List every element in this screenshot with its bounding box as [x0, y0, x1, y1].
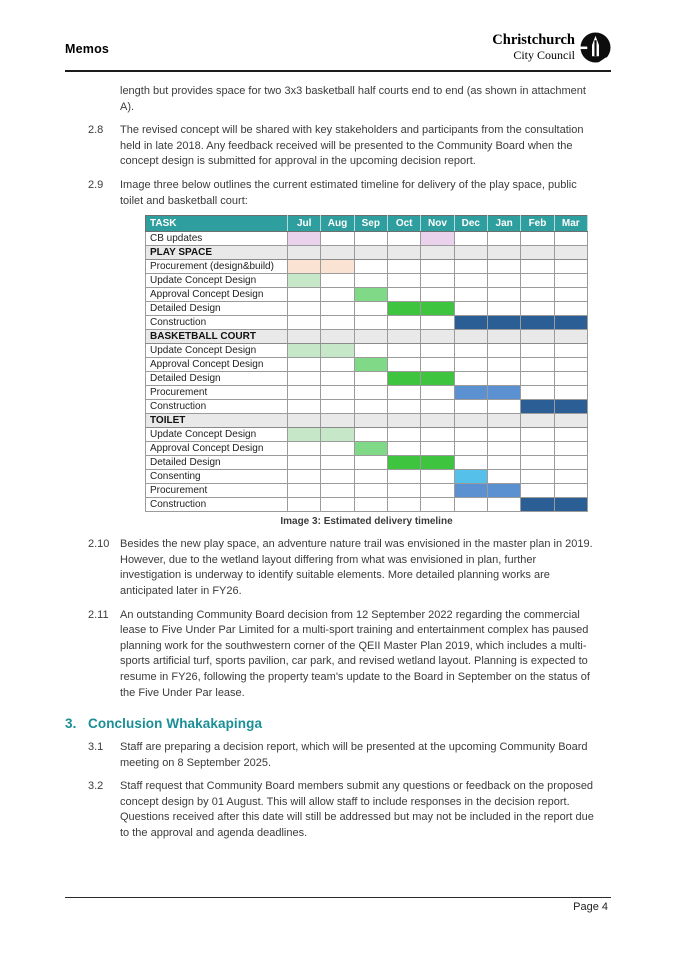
gantt-cell: [487, 442, 520, 456]
task-column-header: TASK: [146, 216, 288, 232]
task-label: Update Concept Design: [146, 274, 288, 288]
task-label: Update Concept Design: [146, 344, 288, 358]
gantt-cell: [454, 316, 487, 330]
gantt-cell: [387, 386, 420, 400]
gantt-cell: [521, 372, 554, 386]
image-caption: Image 3: Estimated delivery timeline: [280, 516, 453, 528]
gantt-cell: [554, 274, 587, 288]
page-content: [65, 84, 608, 850]
timeline-task-row: [146, 372, 588, 386]
page-header: [65, 32, 611, 63]
gantt-cell: [454, 386, 487, 400]
gantt-cell: [421, 470, 454, 484]
paragraph-text: Staff are preparing a decision report, which will be presented at the upcoming Community Board meeting on 8 September 2025.: [120, 741, 588, 769]
gantt-cell: [421, 316, 454, 330]
task-label: Procurement: [146, 386, 288, 400]
gantt-cell: [521, 316, 554, 330]
gantt-cell: [454, 428, 487, 442]
gantt-cell: [354, 372, 387, 386]
gantt-cell: [387, 260, 420, 274]
paragraph-2-11: [88, 608, 608, 702]
gantt-cell: [487, 302, 520, 316]
timeline-task-row: [146, 316, 588, 330]
task-label: Construction: [146, 498, 288, 512]
task-label: TOILET: [146, 414, 288, 428]
gantt-cell: [487, 484, 520, 498]
gantt-cell: [354, 302, 387, 316]
gantt-cell: [321, 232, 354, 246]
council-logo-line2: City Council: [513, 47, 575, 62]
gantt-cell: [521, 484, 554, 498]
gantt-cell: [354, 316, 387, 330]
gantt-cell: [321, 442, 354, 456]
timeline-task-row: [146, 428, 588, 442]
timeline-task-row: [146, 274, 588, 288]
gantt-cell: [487, 470, 520, 484]
task-label: Approval Concept Design: [146, 288, 288, 302]
gantt-cell: [454, 232, 487, 246]
gantt-cell: [421, 428, 454, 442]
gantt-cell: [554, 232, 587, 246]
gantt-cell: [521, 232, 554, 246]
timeline-task-row: [146, 344, 588, 358]
task-label: Procurement: [146, 484, 288, 498]
timeline-task-row: [146, 498, 588, 512]
gantt-cell: [454, 456, 487, 470]
paragraph-number: 2.11: [88, 608, 109, 621]
gantt-cell: [454, 498, 487, 512]
month-column-header: Mar: [554, 216, 587, 232]
task-label: BASKETBALL COURT: [146, 330, 288, 344]
gantt-cell: [288, 260, 321, 274]
timeline-task-row: [146, 386, 588, 400]
conclusion-heading: [65, 716, 608, 731]
council-logo: [492, 32, 611, 63]
timeline-gantt: [145, 215, 588, 512]
gantt-cell: [554, 386, 587, 400]
task-label: PLAY SPACE: [146, 246, 288, 260]
gantt-cell: [321, 498, 354, 512]
gantt-cell: [454, 484, 487, 498]
gantt-cell: [554, 316, 587, 330]
gantt-cell: [521, 470, 554, 484]
gantt-cell: [354, 400, 387, 414]
timeline-task-row: [146, 400, 588, 414]
gantt-cell: [354, 442, 387, 456]
gantt-cell: [521, 386, 554, 400]
gantt-cell: [521, 428, 554, 442]
gantt-cell: [387, 456, 420, 470]
paragraph-2-9: [88, 178, 608, 209]
gantt-cell: [421, 456, 454, 470]
gantt-cell: [354, 288, 387, 302]
gantt-cell: [321, 344, 354, 358]
gantt-cell: [288, 400, 321, 414]
paragraph-text: length but provides space for two 3x3 basketball half courts end to end (as shown in attachment A).: [120, 85, 586, 113]
gantt-cell: [454, 372, 487, 386]
gantt-cell: [421, 232, 454, 246]
gantt-cell: [421, 344, 454, 358]
gantt-cell: [454, 302, 487, 316]
gantt-cell: [321, 400, 354, 414]
gantt-cell: [487, 260, 520, 274]
timeline-section-row: [146, 246, 588, 260]
paragraph-number: 2.10: [88, 538, 110, 551]
paragraph-2-10: [88, 537, 608, 599]
gantt-cell: [421, 484, 454, 498]
gantt-cell: [387, 246, 420, 260]
timeline-task-row: [146, 288, 588, 302]
gantt-cell: [554, 246, 587, 260]
gantt-cell: [421, 274, 454, 288]
timeline-header-row: [146, 216, 588, 232]
task-label: Construction: [146, 400, 288, 414]
gantt-cell: [554, 456, 587, 470]
gantt-cell: [554, 330, 587, 344]
task-label: Approval Concept Design: [146, 358, 288, 372]
gantt-cell: [354, 260, 387, 274]
task-label: CB updates: [146, 232, 288, 246]
gantt-cell: [288, 316, 321, 330]
gantt-cell: [521, 274, 554, 288]
paragraph-text: The revised concept will be shared with key stakeholders and participants from the consultation held in late 2018. Any feedback received will be presented to the Community Board when the concept design is submitted for approval in the upcoming decision report.: [120, 124, 584, 168]
gantt-cell: [554, 288, 587, 302]
month-column-header: Jan: [487, 216, 520, 232]
paragraph-number: 2.8: [88, 124, 104, 137]
gantt-cell: [454, 330, 487, 344]
gantt-cell: [454, 442, 487, 456]
gantt-cell: [421, 330, 454, 344]
paragraph-text: Staff request that Community Board members submit any questions or feedback on the proposed concept design by 01 August. This will allow staff to include responses in the decision report. Questions received after this date will still be addressed but may not be included in the report due to the approval and agenda deadlines.: [120, 780, 594, 840]
section-number: 3.: [65, 716, 77, 732]
gantt-cell: [387, 414, 420, 428]
section-title: Conclusion Whakakapinga: [88, 716, 263, 732]
timeline-task-row: [146, 232, 588, 246]
gantt-cell: [387, 344, 420, 358]
gantt-cell: [487, 386, 520, 400]
gantt-cell: [288, 484, 321, 498]
month-column-header: Dec: [454, 216, 487, 232]
gantt-cell: [554, 372, 587, 386]
gantt-cell: [288, 274, 321, 288]
gantt-cell: [354, 274, 387, 288]
gantt-cell: [454, 414, 487, 428]
gantt-cell: [421, 386, 454, 400]
gantt-cell: [487, 498, 520, 512]
page-number: Page 4: [573, 901, 608, 913]
gantt-cell: [354, 484, 387, 498]
paragraph-2-8: [88, 123, 608, 170]
gantt-cell: [288, 414, 321, 428]
task-label: Procurement (design&build): [146, 260, 288, 274]
gantt-cell: [321, 470, 354, 484]
gantt-cell: [421, 442, 454, 456]
gantt-cell: [321, 330, 354, 344]
gantt-cell: [387, 400, 420, 414]
gantt-cell: [387, 288, 420, 302]
gantt-cell: [421, 372, 454, 386]
paragraph-3-2: [88, 779, 608, 841]
gantt-cell: [521, 442, 554, 456]
task-label: Detailed Design: [146, 456, 288, 470]
gantt-cell: [487, 358, 520, 372]
gantt-cell: [521, 400, 554, 414]
gantt-cell: [521, 260, 554, 274]
gantt-cell: [421, 358, 454, 372]
timeline-table-body: [146, 232, 588, 512]
gantt-cell: [487, 330, 520, 344]
gantt-cell: [454, 400, 487, 414]
task-label: Approval Concept Design: [146, 442, 288, 456]
gantt-cell: [521, 288, 554, 302]
gantt-cell: [354, 344, 387, 358]
gantt-cell: [354, 232, 387, 246]
gantt-cell: [387, 274, 420, 288]
gantt-cell: [421, 260, 454, 274]
gantt-cell: [288, 498, 321, 512]
paragraph-text: An outstanding Community Board decision from 12 September 2022 regarding the commercial lease to Five Under Par Limited for a multi-sport training and entertainment complex has paused planning work for the southwestern corner of the QEII Master Plan 2019, which includes a multi-sports artificial turf, sports pavilion, car park, and revised wetland layout. Planning is expected to resume in FY26, following the property team's update to the Board in September on the status of the Five Under Par lease.: [120, 608, 590, 699]
gantt-cell: [554, 344, 587, 358]
gantt-cell: [354, 330, 387, 344]
gantt-cell: [321, 414, 354, 428]
month-column-header: Nov: [421, 216, 454, 232]
gantt-cell: [321, 288, 354, 302]
gantt-cell: [321, 316, 354, 330]
gantt-cell: [288, 344, 321, 358]
gantt-cell: [521, 302, 554, 316]
gantt-cell: [321, 484, 354, 498]
gantt-cell: [387, 330, 420, 344]
gantt-cell: [521, 330, 554, 344]
gantt-cell: [487, 274, 520, 288]
task-label: Consenting: [146, 470, 288, 484]
month-column-header: Aug: [321, 216, 354, 232]
month-column-header: Feb: [521, 216, 554, 232]
gantt-cell: [487, 288, 520, 302]
gantt-cell: [487, 428, 520, 442]
gantt-cell: [554, 442, 587, 456]
gantt-cell: [487, 232, 520, 246]
timeline-table: [145, 215, 588, 512]
timeline-task-row: [146, 260, 588, 274]
paragraph-number: 2.9: [88, 178, 104, 191]
gantt-cell: [521, 246, 554, 260]
gantt-cell: [288, 246, 321, 260]
gantt-cell: [554, 498, 587, 512]
task-label: Update Concept Design: [146, 428, 288, 442]
gantt-cell: [354, 470, 387, 484]
timeline-task-row: [146, 302, 588, 316]
gantt-cell: [321, 274, 354, 288]
gantt-cell: [321, 260, 354, 274]
gantt-cell: [487, 246, 520, 260]
council-crest-icon: [580, 32, 611, 63]
gantt-cell: [487, 400, 520, 414]
gantt-cell: [387, 442, 420, 456]
gantt-cell: [554, 414, 587, 428]
gantt-cell: [487, 414, 520, 428]
gantt-cell: [421, 302, 454, 316]
gantt-cell: [387, 302, 420, 316]
gantt-cell: [521, 498, 554, 512]
month-column-header: Sep: [354, 216, 387, 232]
gantt-cell: [421, 246, 454, 260]
paragraph-text: Image three below outlines the current estimated timeline for delivery of the play space, public toilet and basketball court:: [120, 178, 577, 207]
month-column-header: Jul: [288, 216, 321, 232]
gantt-cell: [387, 498, 420, 512]
gantt-cell: [454, 344, 487, 358]
gantt-cell: [288, 232, 321, 246]
gantt-cell: [521, 456, 554, 470]
gantt-cell: [288, 358, 321, 372]
gantt-cell: [487, 372, 520, 386]
task-label: Detailed Design: [146, 372, 288, 386]
doc-type-label: Memos: [65, 42, 110, 56]
gantt-cell: [321, 358, 354, 372]
gantt-cell: [554, 470, 587, 484]
gantt-cell: [554, 428, 587, 442]
gantt-cell: [354, 358, 387, 372]
gantt-cell: [354, 246, 387, 260]
gantt-cell: [354, 386, 387, 400]
footer-divider: [65, 897, 611, 898]
paragraph-text: Besides the new play space, an adventure nature trail was envisioned in the master plan in 2019. However, due to the wetland layout differing from what was envisioned in plan, further investigation is underway to identify suitable elements. More detailed planning works are anticipated later in FY26.: [120, 538, 593, 597]
month-column-header: Oct: [387, 216, 420, 232]
gantt-cell: [487, 344, 520, 358]
council-logo-text: [492, 33, 575, 61]
gantt-cell: [321, 428, 354, 442]
gantt-cell: [321, 246, 354, 260]
gantt-cell: [521, 344, 554, 358]
gantt-cell: [554, 260, 587, 274]
gantt-cell: [288, 470, 321, 484]
gantt-cell: [454, 358, 487, 372]
gantt-cell: [421, 414, 454, 428]
gantt-cell: [421, 498, 454, 512]
gantt-cell: [554, 302, 587, 316]
gantt-cell: [288, 330, 321, 344]
gantt-cell: [387, 232, 420, 246]
gantt-cell: [354, 414, 387, 428]
gantt-cell: [487, 456, 520, 470]
gantt-cell: [487, 316, 520, 330]
gantt-cell: [288, 288, 321, 302]
gantt-cell: [521, 358, 554, 372]
timeline-task-row: [146, 358, 588, 372]
gantt-cell: [387, 470, 420, 484]
header-divider: [65, 70, 611, 72]
task-label: Detailed Design: [146, 302, 288, 316]
gantt-cell: [321, 372, 354, 386]
gantt-cell: [387, 316, 420, 330]
gantt-cell: [288, 456, 321, 470]
gantt-cell: [554, 358, 587, 372]
gantt-cell: [554, 400, 587, 414]
gantt-cell: [387, 484, 420, 498]
gantt-cell: [354, 428, 387, 442]
paragraph-number: 3.2: [88, 780, 104, 793]
gantt-cell: [421, 288, 454, 302]
gantt-cell: [288, 428, 321, 442]
task-label: Construction: [146, 316, 288, 330]
gantt-cell: [454, 274, 487, 288]
gantt-cell: [288, 386, 321, 400]
gantt-cell: [321, 386, 354, 400]
council-logo-line1: Christchurch: [492, 32, 575, 49]
paragraph-number: 3.1: [88, 741, 104, 754]
gantt-cell: [321, 302, 354, 316]
gantt-cell: [354, 498, 387, 512]
paragraph-continuation: [120, 84, 608, 115]
timeline-task-row: [146, 456, 588, 470]
gantt-cell: [454, 470, 487, 484]
timeline-task-row: [146, 470, 588, 484]
gantt-cell: [454, 288, 487, 302]
gantt-cell: [354, 456, 387, 470]
gantt-cell: [454, 260, 487, 274]
gantt-cell: [321, 456, 354, 470]
timeline-task-row: [146, 484, 588, 498]
gantt-cell: [387, 372, 420, 386]
paragraph-3-1: [88, 740, 608, 771]
timeline-section-row: [146, 330, 588, 344]
gantt-cell: [521, 414, 554, 428]
timeline-section-row: [146, 414, 588, 428]
gantt-cell: [387, 358, 420, 372]
gantt-cell: [454, 246, 487, 260]
gantt-cell: [387, 428, 420, 442]
gantt-cell: [554, 484, 587, 498]
gantt-cell: [288, 372, 321, 386]
gantt-cell: [288, 442, 321, 456]
gantt-cell: [421, 400, 454, 414]
timeline-task-row: [146, 442, 588, 456]
timeline-table-head: [146, 216, 588, 232]
gantt-cell: [288, 302, 321, 316]
